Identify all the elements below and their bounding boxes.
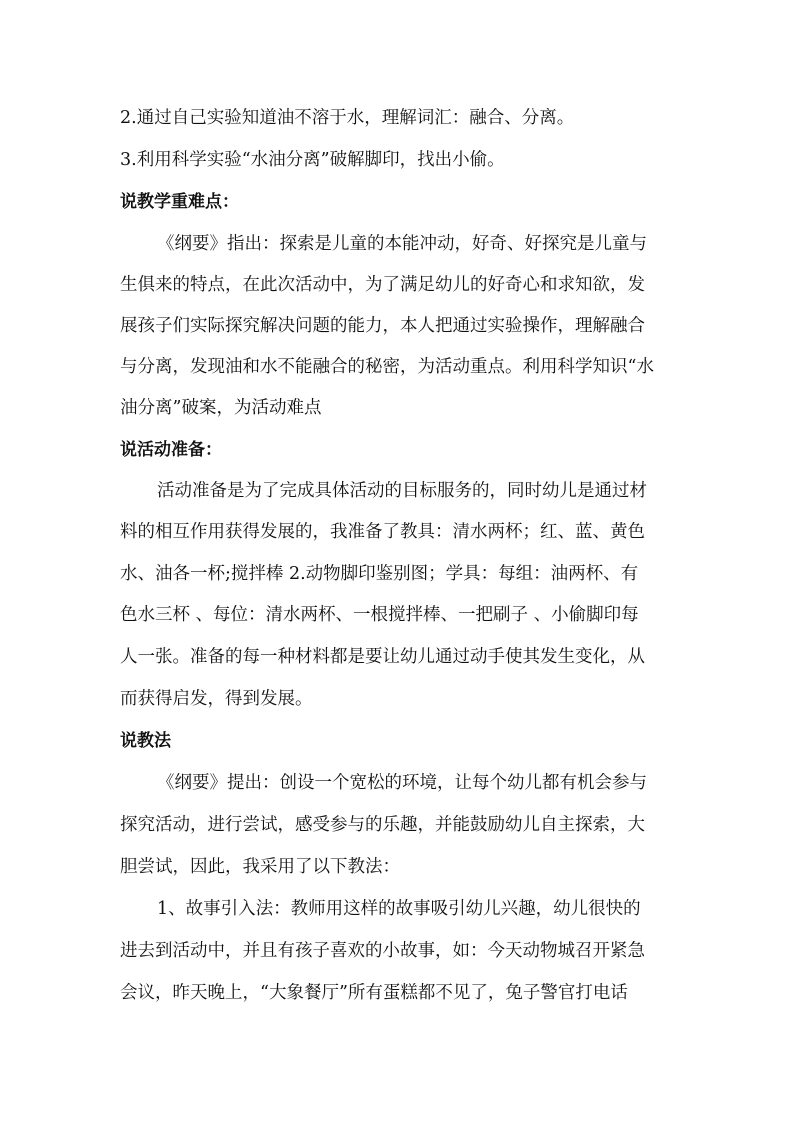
paragraph-line: 色水三杯 、每位：清水两杯、一根搅拌棒、一把刷子 、小偷脚印每 [120, 605, 639, 625]
paragraph-line: 进去到活动中，并且有孩子喜欢的小故事，如：今天动物城召开紧急 [120, 941, 645, 961]
paragraph-line: 胆尝试，因此，我采用了以下教法： [120, 857, 400, 877]
section-heading-preparation: 说活动准备： [120, 440, 222, 460]
section-heading-key-points: 说教学重难点： [120, 192, 239, 212]
paragraph-line: 展孩子们实际探究解决问题的能力，本人把通过实验操作，理解融合 [120, 316, 645, 336]
paragraph-line: 生俱来的特点，在此次活动中，为了满足幼儿的好奇心和求知欲，发 [120, 275, 645, 295]
paragraph-line: 探究活动，进行尝试，感受参与的乐趣，并能鼓励幼儿自主探索，大 [120, 815, 645, 835]
paragraph-line: 水、油各一杯;搅拌棒 2.动物脚印鉴别图；学具：每组：油两杯、有 [120, 564, 639, 584]
paragraph-line: 与分离，发现油和水不能融合的秘密，为活动重点。利用科学知识“水 [120, 357, 654, 377]
section-heading-teaching-methods: 说教法 [120, 731, 171, 751]
paragraph-line: 1、故事引入法：教师用这样的故事吸引幼儿兴趣，幼儿很快的 [157, 899, 641, 919]
paragraph-line: 而获得启发，得到发展。 [120, 689, 313, 709]
paragraph-line: 活动准备是为了完成具体活动的目标服务的，同时幼儿是通过材 [157, 481, 647, 501]
objective-3-line: 3.利用科学实验“水油分离”破解脚印，找出小偷。 [120, 150, 505, 170]
paragraph-line: 《纲要》提出：创设一个宽松的环境，让每个幼儿都有机会参与 [157, 773, 647, 793]
paragraph-line: 会议，昨天晚上，“大象餐厅”所有蛋糕都不见了，兔子警官打电话 [120, 983, 628, 1003]
paragraph-line: 人一张。准备的每一种材料都是要让幼儿通过动手使其发生变化，从 [120, 647, 645, 667]
paragraph-line: 料的相互作用获得发展的，我准备了教具：清水两杯；红、蓝、黄色 [120, 522, 645, 542]
paragraph-line: 油分离”破案，为活动难点 [120, 398, 322, 418]
paragraph-line: 《纲要》指出：探索是儿童的本能冲动，好奇、好探究是儿童与 [157, 234, 647, 254]
objective-2-line: 2.通过自己实验知道油不溶于水，理解词汇：融合、分离。 [120, 108, 575, 128]
